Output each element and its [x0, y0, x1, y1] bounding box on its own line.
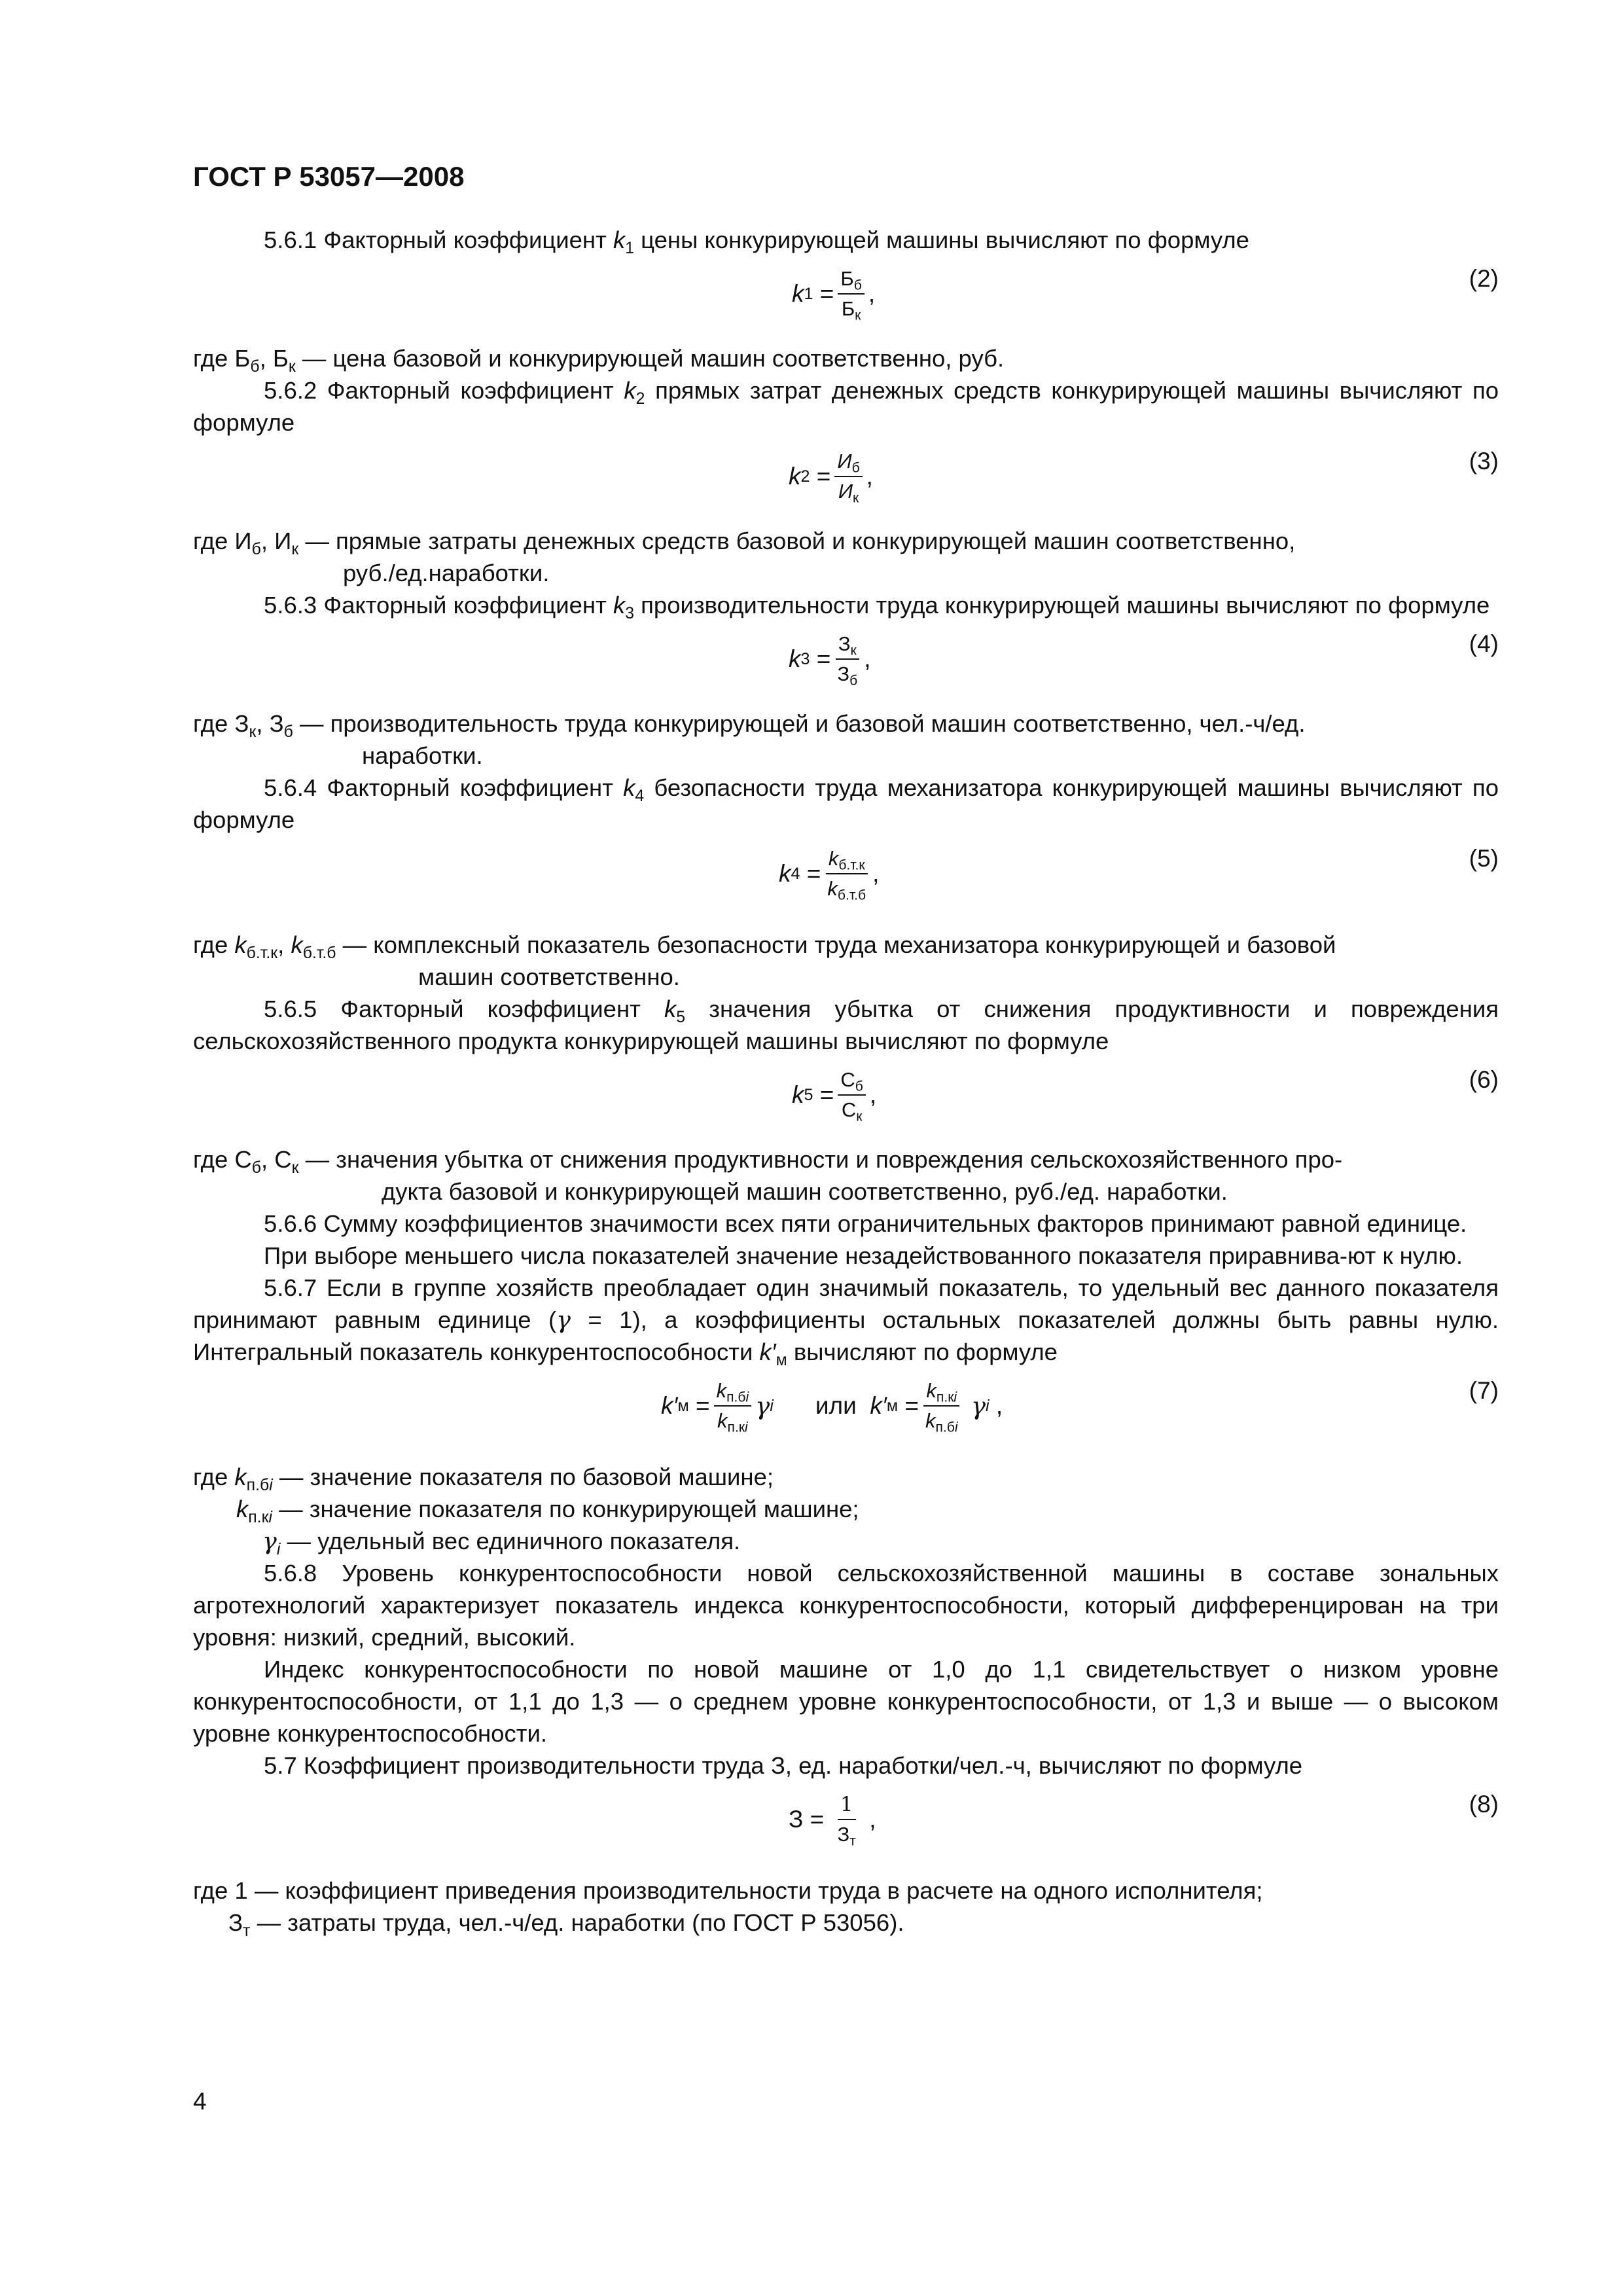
- where-2: где $Б_б$, $Б_к$ — цена базовой и конкурирующей машин соответственно, руб.: [193, 345, 1005, 376]
- formula-number: (3): [1469, 448, 1499, 475]
- formula-8: З = $\frac{1}{З_т}$ , (8): [789, 1791, 1499, 1849]
- formula-number: (2): [1469, 265, 1499, 292]
- clause-5-6-4: 5.6.4 Факторный коэффициент $k_4$ безопасности труда механизатора конкурирующей машины вычисляют по формуле: [193, 774, 1499, 833]
- page-number: 4: [193, 2088, 207, 2115]
- formula-number: (4): [1469, 630, 1499, 657]
- clause-5-7: 5.7 Коэффициент производительности труда З, ед. наработки/чел.-ч, вычисляют по формуле: [264, 1752, 1303, 1779]
- where-8-line-2: $З_т$ — затраты труда, чел.-ч/ед. наработки (по ГОСТ Р 53056).: [228, 1909, 904, 1940]
- clause-5-6-8-index: Индекс конкурентоспособности по новой машине от 1,0 до 1,1 свидетельствует о низком уровне конкурентоспособности, от 1,1 до 1,3 — о среднем уровне конкурентоспособности, от 1,3 и выше — о высоком уровне конкурентоспособности.: [193, 1656, 1499, 1747]
- formula-6: k 5 = $\frac{С_б}{С_к}$ , (6): [792, 1066, 1499, 1124]
- where-6: где $С_б$, $С_к$ — значения убытка от снижения продуктивности и повреждения сельскохозяйственного про- дукта базовой и конкурирующей машин соответственно, руб./ед. наработки.: [193, 1146, 1343, 1205]
- formula-number: (8): [1469, 1791, 1499, 1818]
- where-4: где $З_к$, $З_б$ — производительность труда конкурирующей и базовой машин соответственно, чел.-ч/ед. наработки.: [193, 710, 1306, 769]
- document-header: ГОСТ Р 53057—2008: [193, 161, 465, 192]
- where-7-line-3: $\gamma_i$ — удельный вес единичного показателя.: [262, 1527, 741, 1558]
- formula-4: k 3 = $\frac{З_к}{З_б}$ , (4): [789, 630, 1499, 689]
- clause-5-6-7: 5.6.7 Если в группе хозяйств преобладает один значимый показатель, то удельный вес данного показателя принимают равным единице (γ = 1), а коэффициенты остальных показателей должны быть равны нулю. Интегральный показатель конкурентоспособности $k'_м$ вычисляют по формуле: [193, 1274, 1499, 1369]
- document-page: [193, 157, 1499, 1939]
- formula-5: k 4 = $\frac{k_{б.т.к}}{k_{б.т.б}}$ , (5): [779, 845, 1499, 903]
- clause-5-6-6: 5.6.6 Сумму коэффициентов значимости всех пяти ограничительных факторов принимают равной единице.: [264, 1210, 1467, 1237]
- formula-2: k 1 = $\frac{Б_б}{Б_к}$ , (2): [792, 265, 1499, 323]
- clause-5-6-8: 5.6.8 Уровень конкурентоспособности новой сельскохозяйственной машины в составе зональных агротехнологий характеризует показатель индекса конкурентоспособности, который дифференцирован на три уровня: низкий, средний, высокий.: [193, 1560, 1499, 1651]
- formula-number: (5): [1469, 845, 1499, 872]
- formula-number: (6): [1469, 1066, 1499, 1093]
- formula-7: k′ м = $\frac{k_{п.бi}}{k_{п.кi}}$ γ i или k′ м = $\frac{k_{п.кi}}{k_{п.бi}}$ γ i , (7): [661, 1377, 1499, 1435]
- where-7-line-1: где $k_{п.бi}$ — значение показателя по базовой машине;: [193, 1463, 774, 1494]
- where-8-line-1: где 1 — коэффициент приведения производительности труда в расчете на одного исполнителя;: [193, 1877, 1263, 1904]
- clause-5-6-5: 5.6.5 Факторный коэффициент $k_5$ значения убытка от снижения продуктивности и повреждения сельскохозяйственного продукта конкурирующей машины вычисляют по формуле: [193, 996, 1499, 1054]
- formula-3: k 2 = $\frac{И_б}{И_к}$ , (3): [789, 448, 1499, 506]
- clause-5-6-1: 5.6.1 Факторный коэффициент $k_1$ цены конкурирующей машины вычисляют по формуле: [264, 226, 1249, 257]
- where-7-line-2: $k_{п.кi}$ — значение показателя по конкурирующей машине;: [236, 1496, 859, 1526]
- clause-5-6-2: 5.6.2 Факторный коэффициент $k_2$ прямых затрат денежных средств конкурирующей машины вычисляют по формуле: [193, 377, 1499, 436]
- clause-5-6-6-note: При выборе меньшего числа показателей значение незадействованного показателя приравнива-ют к нулю.: [264, 1242, 1463, 1269]
- where-3: где $И_б$, $И_к$ — прямые затраты денежных средств базовой и конкурирующей машин соответственно, руб./ед.наработки.: [193, 528, 1296, 586]
- clause-5-6-3: 5.6.3 Факторный коэффициент $k_3$ производительности труда конкурирующей машины вычисляют по формуле: [264, 592, 1490, 622]
- where-5: где $k_{б.т.к}$, $k_{б.т.б}$ — комплексный показатель безопасности труда механизатора конкурирующей и базовой машин соответственно.: [193, 931, 1336, 990]
- formula-number: (7): [1469, 1377, 1499, 1404]
